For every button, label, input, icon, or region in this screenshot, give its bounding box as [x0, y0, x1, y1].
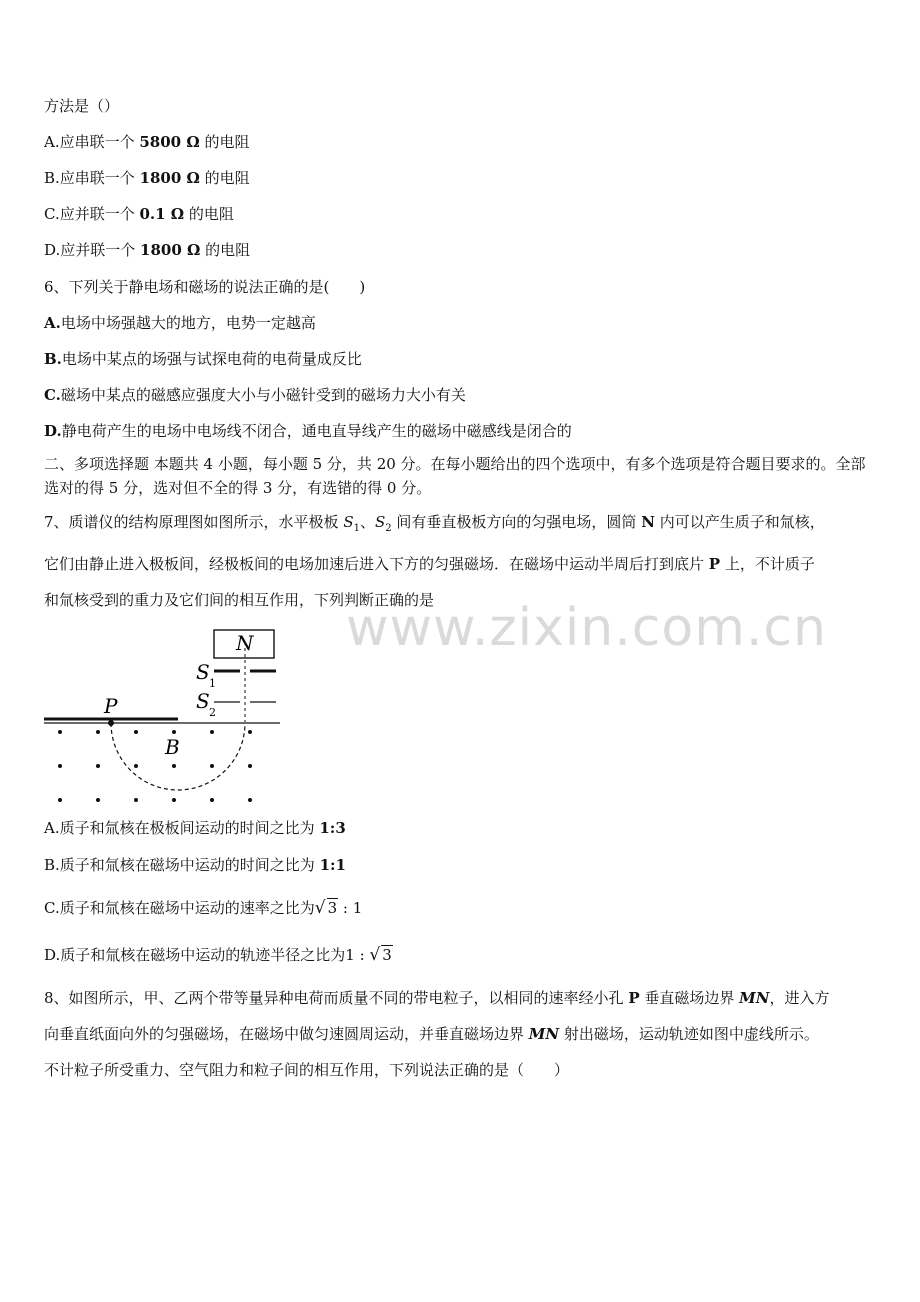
section-2-heading: 二、多项选择题 本题共 4 小题，每小题 5 分，共 20 分。在每小题给出的四个选项中，有多个选项是符合题目要求的。全部选对的得 5 分，选对但不全的得 3 分，有选错的得 0 分。: [44, 455, 866, 497]
q7-stem-line-1: 7、质谱仪的结构原理图如图所示，水平极板 $S_1$、$S_2$ 间有垂直极板方向的匀强电场，圆筒 N 内可以产生质子和氚核，: [44, 513, 825, 534]
q8-stem-line-3: 不计粒子所受重力、空气阻力和粒子间的相互作用，下列说法正确的是（ ）: [44, 1061, 570, 1079]
q6-option-a: A.电场中场强越大的地方，电势一定越高: [44, 314, 316, 332]
q7-option-b: B.质子和氚核在磁场中运动的时间之比为 1:1: [44, 856, 346, 874]
q8-stem-line-1: 8、如图所示，甲、乙两个带等量异种电荷而质量不同的带电粒子，以相同的速率经小孔 P 垂直磁场边界 MN，进入方: [44, 989, 830, 1007]
q5-option-d: D.应并联一个 1800 Ω 的电阻: [44, 241, 251, 259]
q5-option-a: A.应串联一个 5800 Ω 的电阻: [44, 133, 250, 151]
label-s2-sub: 2: [209, 706, 216, 719]
mass-spectrometer-diagram: [40, 622, 290, 810]
q7-option-a: A.质子和氚核在极板间运动的时间之比为 1:3: [44, 819, 346, 837]
q6-option-c: C.磁场中某点的磁感应强度大小与小磁针受到的磁场力大小有关: [44, 386, 466, 404]
label-p: P: [104, 694, 118, 718]
label-s2: S: [196, 689, 210, 713]
q5-stem-tail: 方法是（）: [44, 97, 120, 115]
q7-option-c: C.质子和氚核在磁场中运动的速率之比为√ 3 : 1: [44, 898, 363, 918]
label-n: N: [236, 631, 254, 655]
q7-stem-line-3: 和氚核受到的重力及它们间的相互作用，下列判断正确的是: [44, 591, 435, 609]
label-s1: S: [196, 660, 210, 684]
q6-option-d: D.静电荷产生的电场中电场线不闭合，通电直导线产生的磁场中磁感线是闭合的: [44, 422, 572, 440]
q8-stem-line-2: 向垂直纸面向外的匀强磁场，在磁场中做匀速圆周运动，并垂直磁场边界 MN 射出磁场，运动轨迹如图中虚线所示。: [44, 1025, 819, 1043]
q5-option-b: B.应串联一个 1800 Ω 的电阻: [44, 169, 250, 187]
q6-option-b: B.电场中某点的场强与试探电荷的电荷量成反比: [44, 350, 362, 368]
q7-stem-line-2: 它们由静止进入极板间，经极板间的电场加速后进入下方的匀强磁场．在磁场中运动半周后打到底片 P 上，不计质子: [44, 555, 815, 573]
watermark: www.zixin.com.cn: [346, 598, 827, 658]
q7-option-d: D.质子和氚核在磁场中运动的轨迹半径之比为1 : √ 3: [44, 945, 392, 965]
field-dots: [58, 730, 252, 802]
label-b: B: [165, 735, 180, 759]
q5-option-c: C.应并联一个 0.1 Ω 的电阻: [44, 205, 234, 223]
label-s1-sub: 1: [209, 677, 216, 690]
q6-stem: 6、下列关于静电场和磁场的说法正确的是( ): [44, 278, 366, 296]
